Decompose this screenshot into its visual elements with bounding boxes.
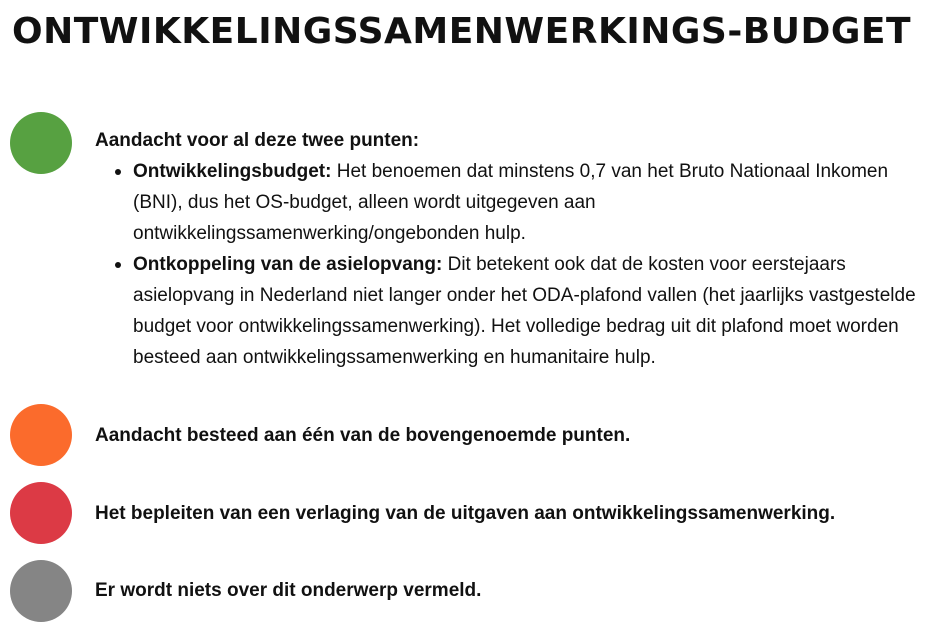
legend-heading: Aandacht voor al deze twee punten: — [95, 130, 420, 151]
point-text: Het benoemen dat minstens 0,7 van het Bruto Nationaal Inkomen (BNI), dus het OS-budget, alleen wordt uitgegeven aan ontwikkelingssamenwerking/ongebonden hulp. — [133, 161, 889, 244]
list-item-ontwikkelingsbudget — [133, 156, 935, 249]
page-title: ONTWIKKELINGSSAMENWERKINGS-BUDGET — [12, 11, 912, 52]
point-label: Ontkoppeling van de asielopvang: — [133, 254, 443, 275]
legend-heading: Het bepleiten van een verlaging van de uitgaven aan ontwikkelingssamenwerking. — [95, 503, 836, 524]
point-text: Dit betekent ook dat de kosten voor eerstejaars asielopvang in Nederland niet langer onder het ODA-plafond vallen (het jaarlijks vastgestelde budget voor ontwikkelingssamenwerking). Het volledige bedrag uit dit plafond moet worden besteed aan ontwikkelingssamenwerking en humanitaire hulp. — [133, 254, 916, 368]
green-dot-icon — [10, 112, 72, 174]
point-label: Ontwikkelingsbudget: — [133, 161, 332, 182]
red-dot-icon — [10, 482, 72, 544]
legend-heading: Er wordt niets over dit onderwerp vermeld. — [95, 580, 482, 601]
legend-text — [95, 125, 935, 373]
list-item-asielopvang — [133, 249, 935, 373]
grey-dot-icon — [10, 560, 72, 622]
orange-dot-icon — [10, 404, 72, 466]
legend-heading: Aandacht besteed aan één van de bovengenoemde punten. — [95, 425, 631, 446]
criteria-list — [95, 156, 935, 373]
